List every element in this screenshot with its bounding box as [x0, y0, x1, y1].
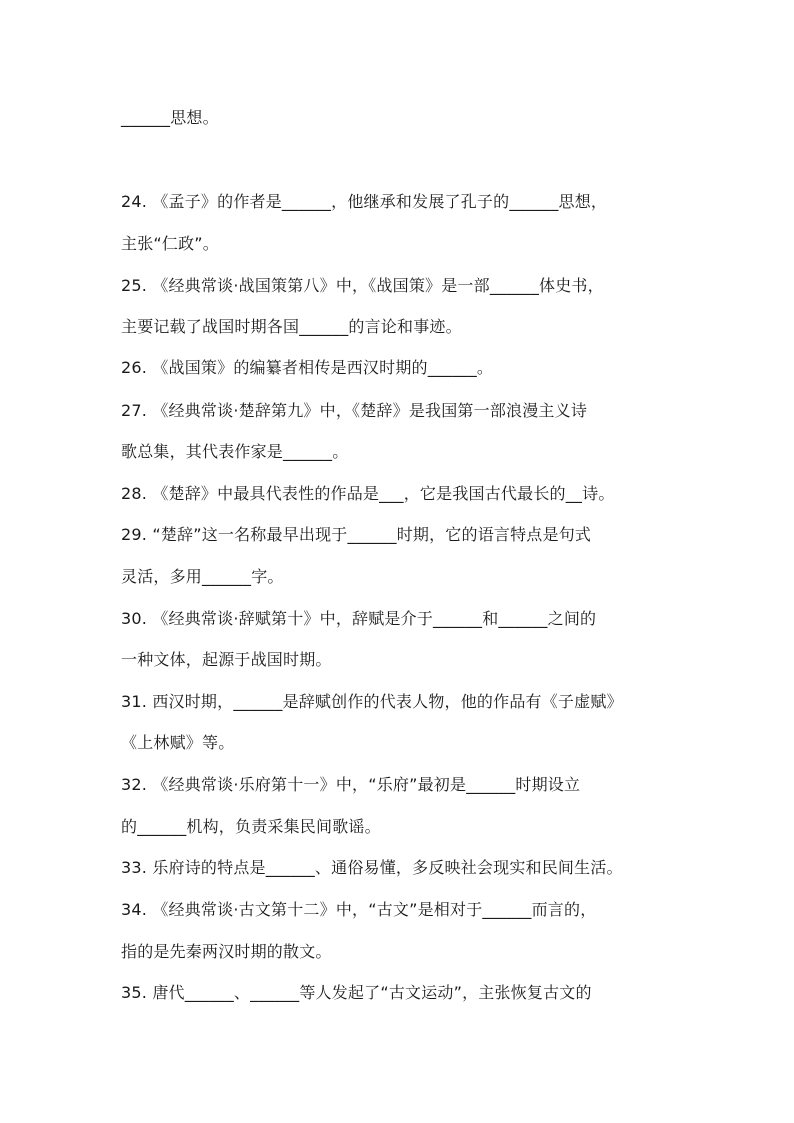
- text-line: 24. 《孟子》的作者是______，他继承和发展了孔子的______思想，: [121, 192, 608, 211]
- text-line: 《上林赋》等。: [121, 733, 235, 752]
- text-line: 35. 唐代______、______等人发起了“古文运动”，主张恢复古文的: [121, 983, 592, 1002]
- text-line: 歌总集，其代表作家是______。: [121, 442, 349, 461]
- text-line: 29. “楚辞”这一名称最早出现于______时期，它的语言特点是句式: [121, 525, 592, 544]
- text-line: 26. 《战国策》的编纂者相传是西汉时期的______。: [121, 358, 494, 377]
- text-line: 28. 《楚辞》中最具代表性的作品是___，它是我国古代最长的__诗。: [121, 484, 615, 503]
- text-line: 33. 乐府诗的特点是______、通俗易懂，多反映社会现实和民间生活。: [121, 858, 623, 877]
- text-line: ______思想。: [121, 108, 219, 127]
- text-line: 34. 《经典常谈·古文第十二》中，“古文”是相对于______而言的，: [121, 900, 597, 919]
- text-line: 30. 《经典常谈·辞赋第十》中，辞赋是介于______和______之间的: [121, 609, 597, 628]
- text-line: 一种文体，起源于战国时期。: [121, 650, 332, 669]
- text-line: 27. 《经典常谈·楚辞第九》中，《楚辞》是我国第一部浪漫主义诗: [121, 401, 588, 420]
- text-line: 主张“仁政”。: [121, 234, 219, 253]
- text-line: 的______机构，负责采集民间歌谣。: [121, 817, 381, 836]
- text-line: 指的是先秦两汉时期的散文。: [121, 942, 332, 961]
- text-line: 灵活，多用______字。: [121, 567, 284, 586]
- text-line: 25. 《经典常谈·战国策第八》中，《战国策》是一部______体史书，: [121, 276, 604, 295]
- text-line: 32. 《经典常谈·乐府第十一》中，“乐府”最初是______时期设立: [121, 775, 581, 794]
- text-line: 主要记载了战国时期各国______的言论和事迹。: [121, 317, 462, 336]
- text-line: 31. 西汉时期，______是辞赋创作的代表人物，他的作品有《子虚赋》: [121, 692, 623, 711]
